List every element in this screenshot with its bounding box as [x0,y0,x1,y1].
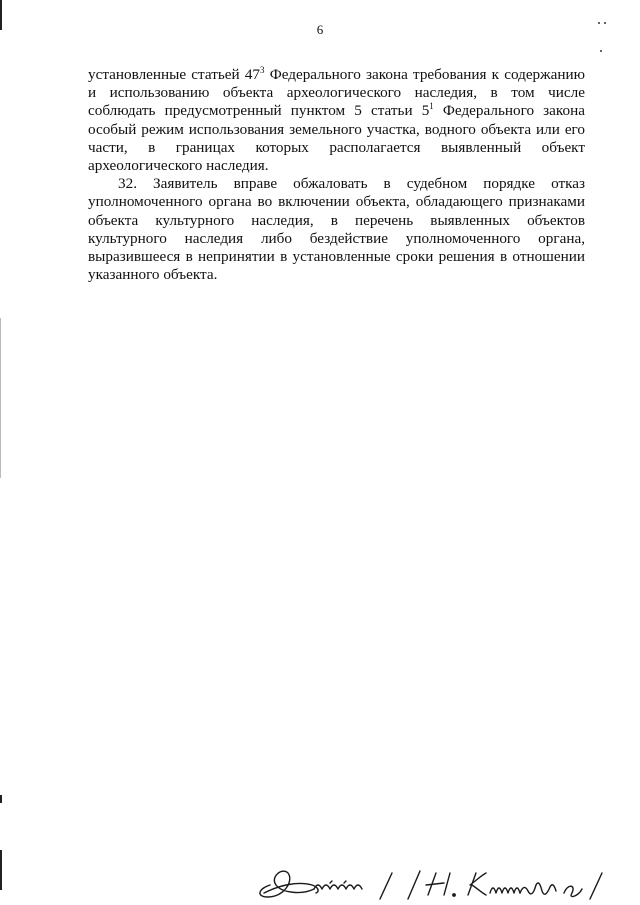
paragraph-text: 32. Заявитель вправе обжаловать в судебном порядке отказ уполномоченного органа во включении объекта, обладающего признаками объекта культурного наследия, в перечень выявленных объектов культурного наследия либо бездействие уполномоченного органа, выразившееся в непринятии в установленные сроки решения в отношении указанного объекта. [88,175,585,284]
paragraph [88,66,585,175]
signature-drawing [250,855,610,905]
page-number: 6 [316,22,324,37]
handwritten-signature [250,855,610,905]
scan-dot [604,22,606,24]
left-margin-mark-lower [0,795,2,803]
left-margin-mark-top [0,0,2,30]
superscript: 3 [260,65,265,75]
paragraph-text: установленные статьей 47 [88,66,261,83]
paragraph-text: Федерального закона особый режим использования земельного участка, водного объекта или его части, в границах которых располагается выявленный объект археологического наследия. [88,102,585,175]
left-margin-mark-middle [0,318,1,478]
paragraph-text: Федерального закона требования к содержанию и использованию объекта археологического наследия, в том числе соблюдать предусмотренный пунктом 5 статьи 5 [88,66,585,120]
left-margin-mark-bottom [0,850,2,890]
paragraph [88,175,585,284]
document-body [88,66,585,284]
superscript: 1 [429,101,434,112]
scan-dot [600,50,602,52]
scan-dot [598,22,600,24]
